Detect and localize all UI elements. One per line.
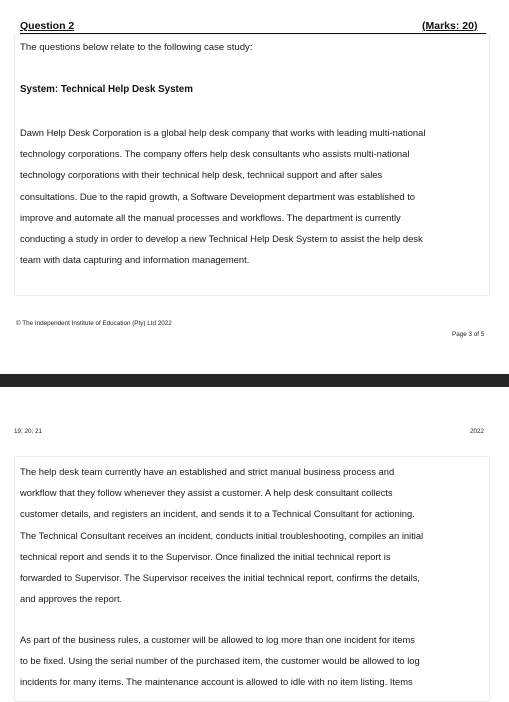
text-line: customer details, and registers an incident, and sends it to a Technical Consultant for actioning. (20, 508, 415, 520)
text-line: As part of the business rules, a customer will be allowed to log more than one incident for items (20, 634, 415, 645)
case-paragraph (20, 122, 490, 270)
text-line: forwarded to Supervisor. The Supervisor receives the initial technical report, confirms the details, (20, 572, 421, 584)
page-separator (0, 374, 509, 387)
text-line: conducting a study in order to develop a new Technical Help Desk System to assist the help desk (20, 233, 423, 245)
intro-text: The questions below relate to the following case study: (20, 42, 253, 53)
text-line: and approves the report. (20, 593, 123, 605)
text-line: The help desk team currently have an established and strict manual business process and (20, 466, 395, 477)
text-line: technical report and sends it to the Supervisor. Once finalized the initial technical report is (20, 550, 391, 562)
system-title: System: Technical Help Desk System (20, 84, 193, 95)
text-line: consultations. Due to the rapid growth, a Software Development department was established to (20, 190, 416, 202)
page-header-left: 19; 20; 21 (14, 428, 43, 435)
copyright-footer: © The Independent Institute of Education (Pty) Ltd 2022 (16, 320, 172, 327)
page-number: Page 3 of 5 (452, 331, 485, 338)
business-rules-paragraph (20, 629, 490, 693)
page-header-right: 2022 (470, 428, 485, 435)
text-line: The Technical Consultant receives an incident, conducts initial troubleshooting, compiles an initial (20, 529, 424, 541)
workflow-paragraph (20, 461, 490, 609)
text-line: technology corporations with their technical help desk, technical support and after sales (20, 169, 383, 181)
text-line: improve and automate all the manual processes and workflows. The department is currently (20, 211, 401, 223)
text-line: Dawn Help Desk Corporation is a global help desk company that works with leading multi-national (20, 127, 426, 138)
question-heading: Question 2 (20, 20, 75, 32)
text-line: workflow that they follow whenever they assist a customer. A help desk consultant collects (20, 487, 393, 499)
text-line: team with data capturing and information management. (20, 254, 250, 266)
text-line: to be fixed. Using the serial number of the purchased item, the customer would be allowed to log (20, 655, 420, 667)
text-line: incidents for many items. The maintenance account is allowed to idle with no item listing. Items (20, 676, 413, 688)
text-line: technology corporations. The company offers help desk consultants who assists multi-national (20, 148, 410, 160)
marks-label: (Marks: 20) (422, 20, 478, 32)
